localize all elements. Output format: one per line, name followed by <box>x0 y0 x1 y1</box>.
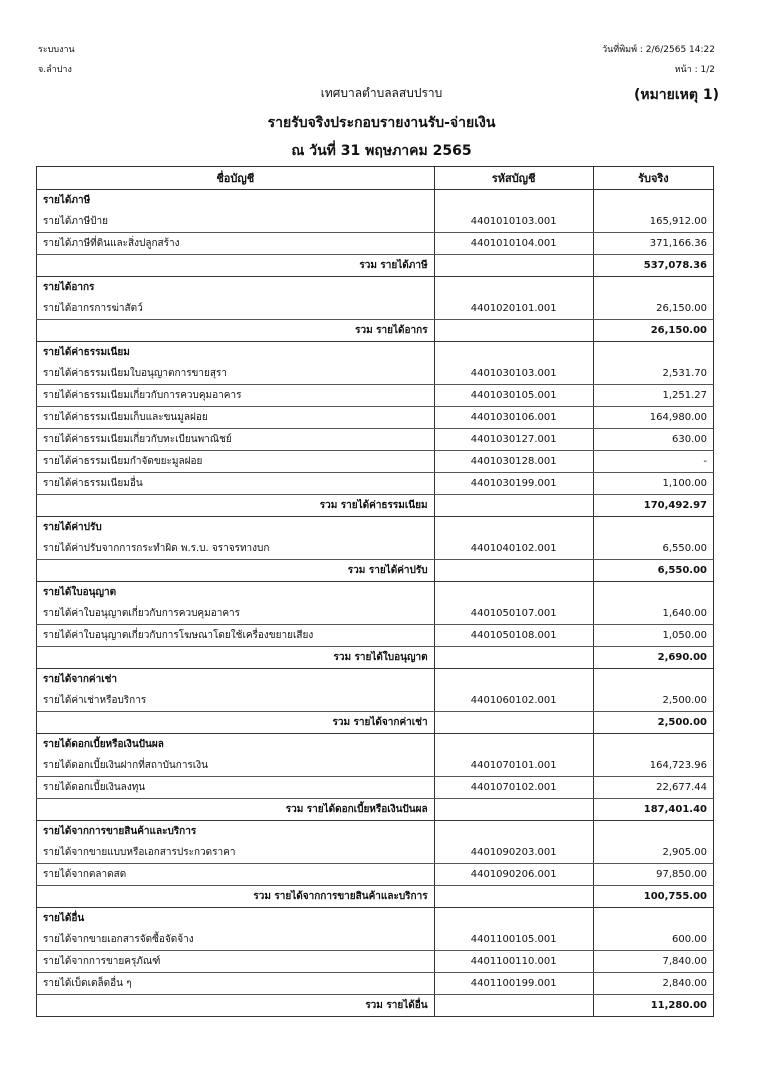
category-row <box>37 821 714 843</box>
report-date: ณ วันที่ 31 พฤษภาคม 2565 <box>291 143 472 159</box>
total-label: รวม รายได้อากร <box>37 320 435 342</box>
total-code-empty <box>434 886 593 908</box>
account-name: รายได้ค่าปรับจากการกระทำผิด พ.ร.บ. จราจรทางบก <box>37 538 435 560</box>
table-row <box>37 429 714 451</box>
category-row <box>37 582 714 604</box>
category-name: รายได้อื่น <box>37 908 435 930</box>
total-label: รวม รายได้ใบอนุญาต <box>37 647 435 669</box>
total-code-empty <box>434 320 593 342</box>
account-name: รายได้ภาษีที่ดินและสิ่งปลูกสร้าง <box>37 233 435 255</box>
account-code: 4401030106.001 <box>434 407 593 429</box>
table-row <box>37 298 714 320</box>
category-name: รายได้ใบอนุญาต <box>37 582 435 604</box>
table-row <box>37 625 714 647</box>
table-row <box>37 951 714 973</box>
note-label: (หมายเหตุ 1) <box>633 87 719 103</box>
actual-amount: 6,550.00 <box>593 538 713 560</box>
account-name: รายได้จากการขายครุภัณฑ์ <box>37 951 435 973</box>
category-amount-empty <box>593 908 713 930</box>
col-account-name: ชื่อบัญชี <box>37 167 435 190</box>
total-amount: 187,401.40 <box>593 799 713 821</box>
total-label: รวม รายได้อื่น <box>37 995 435 1017</box>
report-title: รายรับจริงประกอบรายงานรับ-จ่ายเงิน <box>267 115 496 131</box>
category-name: รายได้ค่าธรรมเนียม <box>37 342 435 364</box>
category-amount-empty <box>593 734 713 756</box>
account-code: 4401030127.001 <box>434 429 593 451</box>
actual-amount: 97,850.00 <box>593 864 713 886</box>
account-name: รายได้ค่าใบอนุญาตเกี่ยวกับการโฆษณาโดยใช้เครื่องขยายเสียง <box>37 625 435 647</box>
account-code: 4401070101.001 <box>434 755 593 777</box>
total-label: รวม รายได้จากค่าเช่า <box>37 712 435 734</box>
table-row <box>37 603 714 625</box>
category-code-empty <box>434 342 593 364</box>
table-row <box>37 929 714 951</box>
total-row <box>37 647 714 669</box>
total-code-empty <box>434 255 593 277</box>
account-name: รายได้ดอกเบี้ยเงินลงทุน <box>37 777 435 799</box>
header-right <box>602 40 715 80</box>
category-row <box>37 517 714 539</box>
actual-amount: 2,840.00 <box>593 973 713 995</box>
total-row <box>37 995 714 1017</box>
total-row <box>37 886 714 908</box>
actual-amount: 26,150.00 <box>593 298 713 320</box>
category-amount-empty <box>593 517 713 539</box>
total-row <box>37 799 714 821</box>
total-code-empty <box>434 712 593 734</box>
total-amount: 170,492.97 <box>593 495 713 517</box>
total-amount: 26,150.00 <box>593 320 713 342</box>
table-row <box>37 777 714 799</box>
category-name: รายได้ภาษี <box>37 190 435 212</box>
actual-amount: 1,050.00 <box>593 625 713 647</box>
account-code: 4401100199.001 <box>434 973 593 995</box>
category-row <box>37 190 714 212</box>
category-code-empty <box>434 734 593 756</box>
account-code: 4401100110.001 <box>434 951 593 973</box>
account-name: รายได้จากขายเอกสารจัดซื้อจัดจ้าง <box>37 929 435 951</box>
table-row <box>37 407 714 429</box>
category-name: รายได้อากร <box>37 277 435 299</box>
total-code-empty <box>434 647 593 669</box>
total-code-empty <box>434 495 593 517</box>
col-account-code: รหัสบัญชี <box>434 167 593 190</box>
total-code-empty <box>434 995 593 1017</box>
table-row <box>37 385 714 407</box>
account-code: 4401040102.001 <box>434 538 593 560</box>
table-row <box>37 473 714 495</box>
total-amount: 537,078.36 <box>593 255 713 277</box>
table-row <box>37 211 714 233</box>
total-row <box>37 320 714 342</box>
actual-amount: 1,100.00 <box>593 473 713 495</box>
account-name: รายได้อากรการฆ่าสัตว์ <box>37 298 435 320</box>
category-code-empty <box>434 582 593 604</box>
category-code-empty <box>434 190 593 212</box>
account-code: 4401010104.001 <box>434 233 593 255</box>
page-number: หน้า : 1/2 <box>674 65 715 75</box>
account-name: รายได้ค่าธรรมเนียมใบอนุญาตการขายสุรา <box>37 363 435 385</box>
account-code: 4401050107.001 <box>434 603 593 625</box>
table-row <box>37 864 714 886</box>
total-row <box>37 255 714 277</box>
actual-amount: 164,980.00 <box>593 407 713 429</box>
account-code: 4401030128.001 <box>434 451 593 473</box>
category-code-empty <box>434 517 593 539</box>
category-code-empty <box>434 277 593 299</box>
col-actual: รับจริง <box>593 167 713 190</box>
category-name: รายได้ค่าปรับ <box>37 517 435 539</box>
account-code: 4401050108.001 <box>434 625 593 647</box>
revenue-table <box>36 166 714 1017</box>
category-amount-empty <box>593 582 713 604</box>
category-row <box>37 342 714 364</box>
header-left <box>38 40 75 80</box>
actual-amount: 165,912.00 <box>593 211 713 233</box>
category-amount-empty <box>593 669 713 691</box>
account-code: 4401010103.001 <box>434 211 593 233</box>
category-amount-empty <box>593 190 713 212</box>
actual-amount: 1,251.27 <box>593 385 713 407</box>
actual-amount: 2,500.00 <box>593 690 713 712</box>
actual-amount: 164,723.96 <box>593 755 713 777</box>
account-name: รายได้ค่าเช่าหรือบริการ <box>37 690 435 712</box>
category-row <box>37 277 714 299</box>
category-amount-empty <box>593 342 713 364</box>
category-row <box>37 908 714 930</box>
table-row <box>37 973 714 995</box>
actual-amount: 371,166.36 <box>593 233 713 255</box>
account-code: 4401060102.001 <box>434 690 593 712</box>
category-amount-empty <box>593 277 713 299</box>
account-name: รายได้ค่าธรรมเนียมเกี่ยวกับการควบคุมอาคาร <box>37 385 435 407</box>
print-date: วันที่พิมพ์ : 2/6/2565 14:22 <box>602 45 715 55</box>
province-label: จ.ลำปาง <box>38 65 72 75</box>
table-row <box>37 451 714 473</box>
account-code: 4401030103.001 <box>434 363 593 385</box>
account-name: รายได้เบ็ดเตล็ดอื่น ๆ <box>37 973 435 995</box>
total-label: รวม รายได้จากการขายสินค้าและบริการ <box>37 886 435 908</box>
account-code: 4401030199.001 <box>434 473 593 495</box>
account-code: 4401020101.001 <box>434 298 593 320</box>
account-name: รายได้ดอกเบี้ยเงินฝากที่สถาบันการเงิน <box>37 755 435 777</box>
category-code-empty <box>434 821 593 843</box>
total-code-empty <box>434 799 593 821</box>
account-name: รายได้ภาษีป้าย <box>37 211 435 233</box>
table-row <box>37 755 714 777</box>
account-name: รายได้ค่าธรรมเนียมเก็บและขนมูลฝอย <box>37 407 435 429</box>
table-body <box>37 190 714 1017</box>
category-row <box>37 669 714 691</box>
total-label: รวม รายได้ค่าธรรมเนียม <box>37 495 435 517</box>
account-name: รายได้จากตลาดสด <box>37 864 435 886</box>
total-row <box>37 495 714 517</box>
category-name: รายได้จากการขายสินค้าและบริการ <box>37 821 435 843</box>
account-name: รายได้ค่าธรรมเนียมกำจัดขยะมูลฝอย <box>37 451 435 473</box>
actual-amount: 1,640.00 <box>593 603 713 625</box>
total-label: รวม รายได้ดอกเบี้ยหรือเงินปันผล <box>37 799 435 821</box>
total-row <box>37 560 714 582</box>
account-name: รายได้จากขายแบบหรือเอกสารประกวดราคา <box>37 842 435 864</box>
category-row <box>37 734 714 756</box>
account-name: รายได้ค่าใบอนุญาตเกี่ยวกับการควบคุมอาคาร <box>37 603 435 625</box>
table-header-row <box>37 167 714 190</box>
table-row <box>37 842 714 864</box>
actual-amount: 600.00 <box>593 929 713 951</box>
total-row <box>37 712 714 734</box>
total-label: รวม รายได้ค่าปรับ <box>37 560 435 582</box>
organization-name: เทศบาลตำบลลสบปราบ <box>320 86 443 100</box>
total-amount: 6,550.00 <box>593 560 713 582</box>
category-code-empty <box>434 908 593 930</box>
table-row <box>37 538 714 560</box>
table-row <box>37 690 714 712</box>
total-amount: 100,755.00 <box>593 886 713 908</box>
total-amount: 11,280.00 <box>593 995 713 1017</box>
total-label: รวม รายได้ภาษี <box>37 255 435 277</box>
category-code-empty <box>434 669 593 691</box>
account-code: 4401100105.001 <box>434 929 593 951</box>
actual-amount: 22,677.44 <box>593 777 713 799</box>
account-name: รายได้ค่าธรรมเนียมอื่น <box>37 473 435 495</box>
category-name: รายได้ดอกเบี้ยหรือเงินปันผล <box>37 734 435 756</box>
table-row <box>37 233 714 255</box>
account-name: รายได้ค่าธรรมเนียมเกี่ยวกับทะเบียนพาณิชย์ <box>37 429 435 451</box>
account-code: 4401030105.001 <box>434 385 593 407</box>
total-amount: 2,690.00 <box>593 647 713 669</box>
total-code-empty <box>434 560 593 582</box>
total-amount: 2,500.00 <box>593 712 713 734</box>
actual-amount: 2,905.00 <box>593 842 713 864</box>
actual-amount: 2,531.70 <box>593 363 713 385</box>
account-code: 4401090203.001 <box>434 842 593 864</box>
account-code: 4401090206.001 <box>434 864 593 886</box>
system-label: ระบบงาน <box>38 45 75 55</box>
actual-amount: 7,840.00 <box>593 951 713 973</box>
table-row <box>37 363 714 385</box>
actual-amount: 630.00 <box>593 429 713 451</box>
category-amount-empty <box>593 821 713 843</box>
actual-amount: - <box>593 451 713 473</box>
account-code: 4401070102.001 <box>434 777 593 799</box>
category-name: รายได้จากค่าเช่า <box>37 669 435 691</box>
